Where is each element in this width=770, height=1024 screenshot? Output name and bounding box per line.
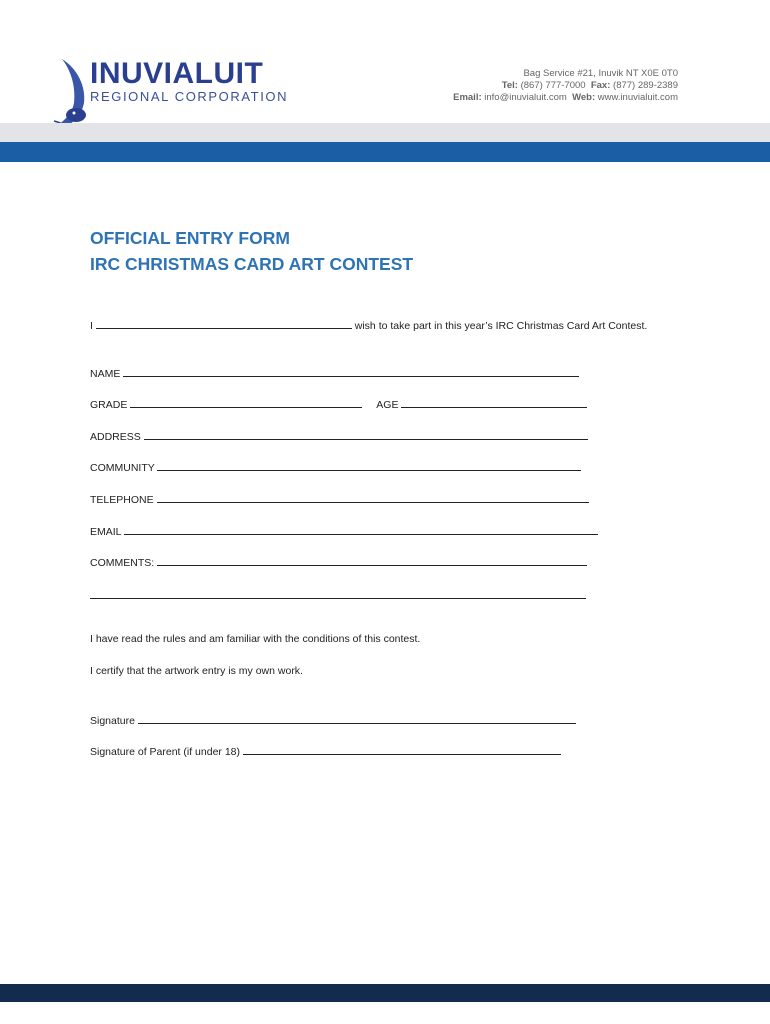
address-field[interactable] [144,429,588,440]
intro-line [90,318,647,332]
age-label: AGE [376,399,399,411]
web-line [453,92,678,104]
header-band-blue [0,142,770,162]
fax-value: (877) 289-2389 [613,80,678,91]
telephone-row [90,492,589,506]
comments-continuation-row [90,588,586,602]
fax-label: Fax: [590,80,611,91]
email-row [90,524,598,538]
comments-row [90,555,587,569]
form-title: OFFICIAL ENTRY FORM [90,228,290,248]
contest-title: IRC CHRISTMAS CARD ART CONTEST [90,254,414,274]
org-name: INUVIALUIT [90,57,264,90]
email-field[interactable] [124,524,598,535]
artwork-statement: I certify that the artwork entry is my own work. [90,665,303,677]
comments-field[interactable] [157,555,587,566]
intro-suffix: wish to take part in this year’s IRC Christmas Card Art Contest. [354,320,648,332]
web-label: Web: [572,92,596,103]
signature-label: Signature [90,715,135,727]
intro-prefix: I [90,320,93,332]
parent-signature-field[interactable] [243,744,561,755]
rules-statement: I have read the rules and am familiar with the conditions of this contest. [90,633,421,645]
signature-field[interactable] [138,713,576,724]
tel-label: Tel: [501,80,518,91]
email-field-label: EMAIL [90,526,122,538]
comments-label: COMMENTS: [90,557,155,569]
name-label: NAME [90,368,121,380]
community-row [90,460,581,474]
phone-line [453,80,678,92]
grade-age-row [90,397,587,411]
email-label: Email: [453,92,482,103]
name-field[interactable] [123,366,579,377]
parent-signature-label: Signature of Parent (if under 18) [90,746,241,758]
address-row [90,429,588,443]
comments-field-line-2[interactable] [90,588,586,599]
name-row [90,366,579,380]
signature-row [90,713,576,727]
telephone-field[interactable] [157,492,589,503]
email-link[interactable]: info@inuvialuit.com [484,92,567,103]
tel-value: (867) 777-7000 [520,80,586,91]
age-field[interactable] [401,397,587,408]
address-text: Bag Service #21, Inuvik NT X0E 0T0 [523,68,678,79]
header-band-grey [0,123,770,142]
web-link[interactable]: www.inuvialuit.com [597,92,678,103]
grade-label: GRADE [90,399,128,411]
telephone-label: TELEPHONE [90,494,154,506]
address-label: ADDRESS [90,431,141,443]
community-field[interactable] [157,460,581,471]
contact-block [453,68,678,104]
participant-name-field[interactable] [96,318,352,329]
grade-field[interactable] [130,397,362,408]
community-label: COMMUNITY [90,462,155,474]
parent-signature-row [90,744,561,758]
org-subtitle: REGIONAL CORPORATION [90,89,289,104]
footer-band [0,984,770,1002]
